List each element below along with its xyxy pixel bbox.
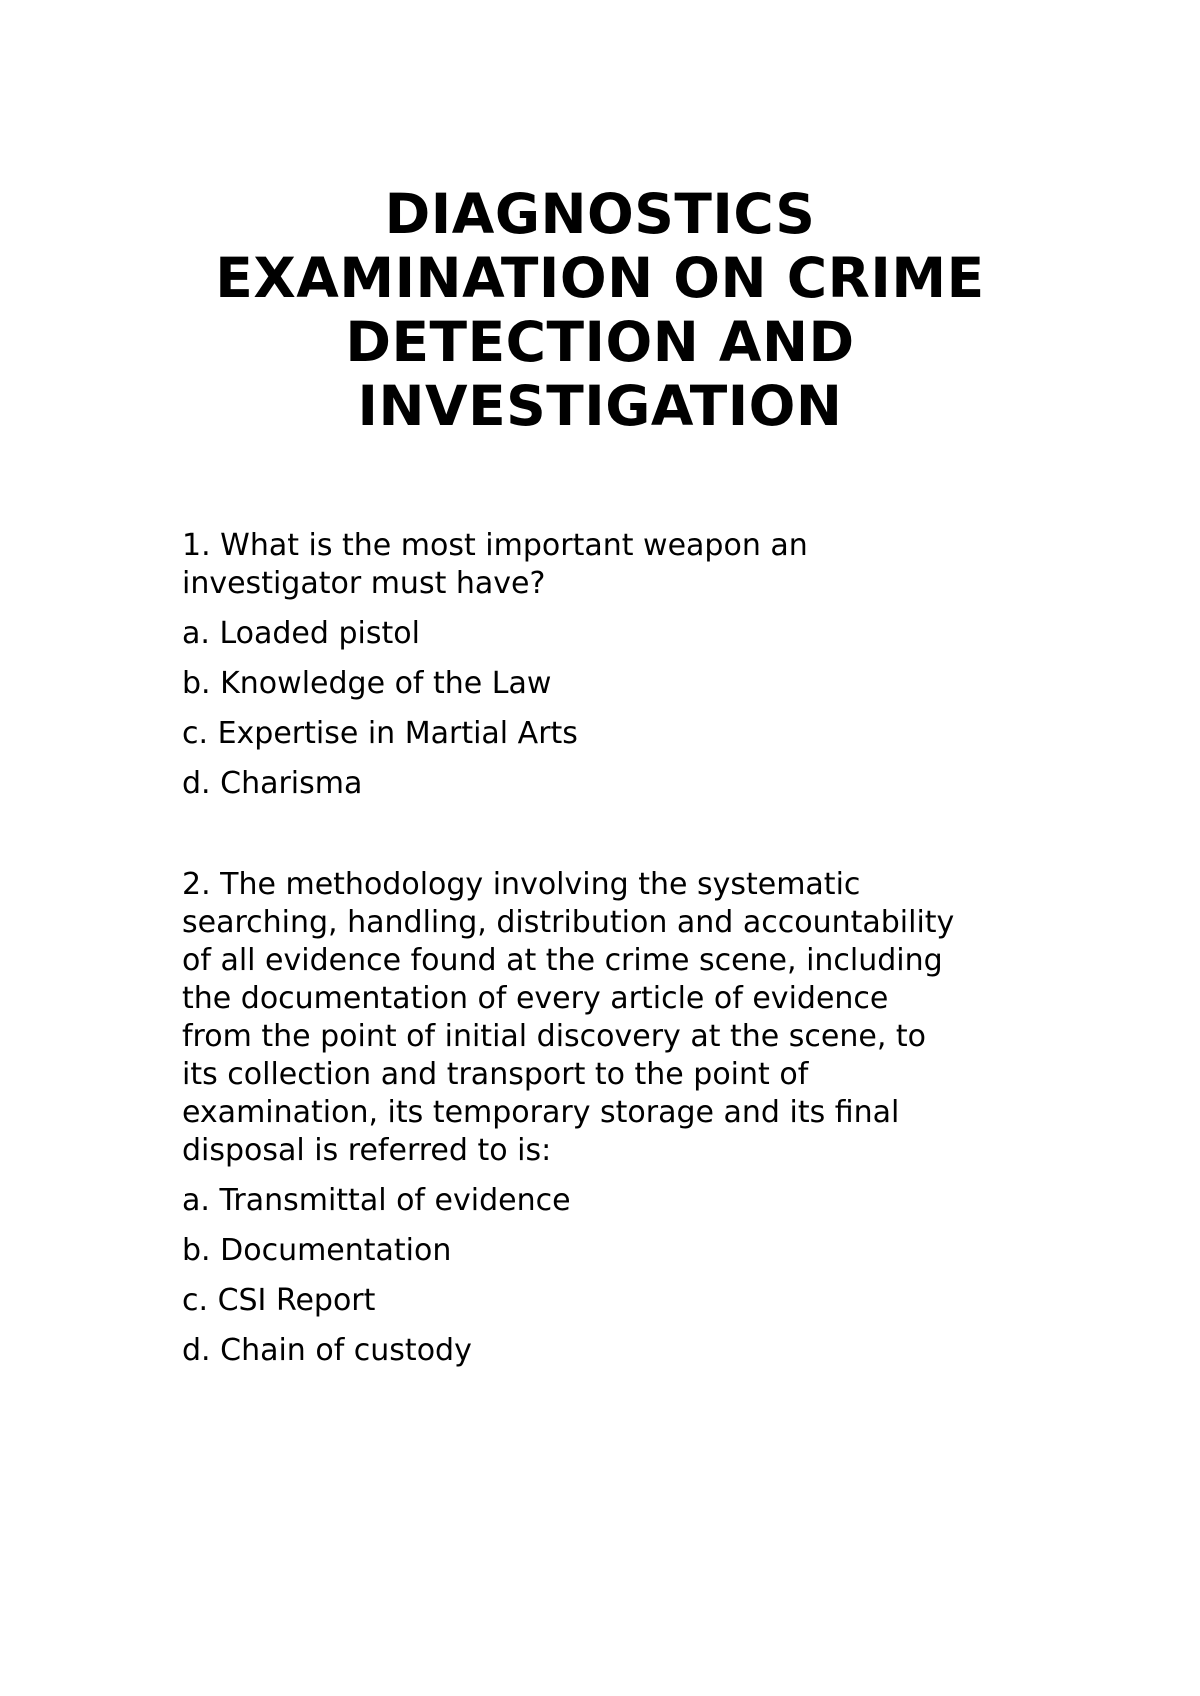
question-stem-line: searching, handling, distribution and accountability: [182, 905, 955, 940]
question-stem-line: 1. What is the most important weapon an: [182, 528, 808, 563]
page-title: [0, 182, 1200, 438]
question-2: [182, 866, 1042, 1382]
answer-option-a: a. Transmittal of evidence: [182, 1183, 571, 1218]
answer-option-a: a. Loaded pistol: [182, 616, 420, 651]
title-line: DIAGNOSTICS: [384, 182, 816, 246]
question-stem-line: from the point of initial discovery at the scene, to: [182, 1019, 927, 1054]
title-line: DETECTION AND: [345, 310, 855, 374]
question-stem-line: disposal is referred to is:: [182, 1133, 552, 1168]
question-stem-line: its collection and transport to the point of: [182, 1057, 809, 1092]
answer-option-c: c. Expertise in Martial Arts: [182, 716, 578, 751]
question-stem-line: investigator must have?: [182, 566, 546, 601]
answer-option-b: b. Documentation: [182, 1233, 452, 1268]
question-stem-line: examination, its temporary storage and its final: [182, 1095, 900, 1130]
answer-option-c: c. CSI Report: [182, 1283, 376, 1318]
question-stem-line: the documentation of every article of evidence: [182, 981, 889, 1016]
question-stem: [182, 527, 1042, 603]
title-line: EXAMINATION ON CRIME: [215, 246, 985, 310]
title-line: INVESTIGATION: [357, 374, 843, 438]
question-stem-line: of all evidence found at the crime scene, including: [182, 943, 943, 978]
question-1: [182, 527, 1042, 815]
answer-option-b: b. Knowledge of the Law: [182, 666, 552, 701]
answer-option-d: d. Chain of custody: [182, 1333, 472, 1368]
question-stem-line: 2. The methodology involving the systematic: [182, 867, 861, 902]
answer-option-d: d. Charisma: [182, 766, 363, 801]
question-stem: [182, 866, 1042, 1170]
